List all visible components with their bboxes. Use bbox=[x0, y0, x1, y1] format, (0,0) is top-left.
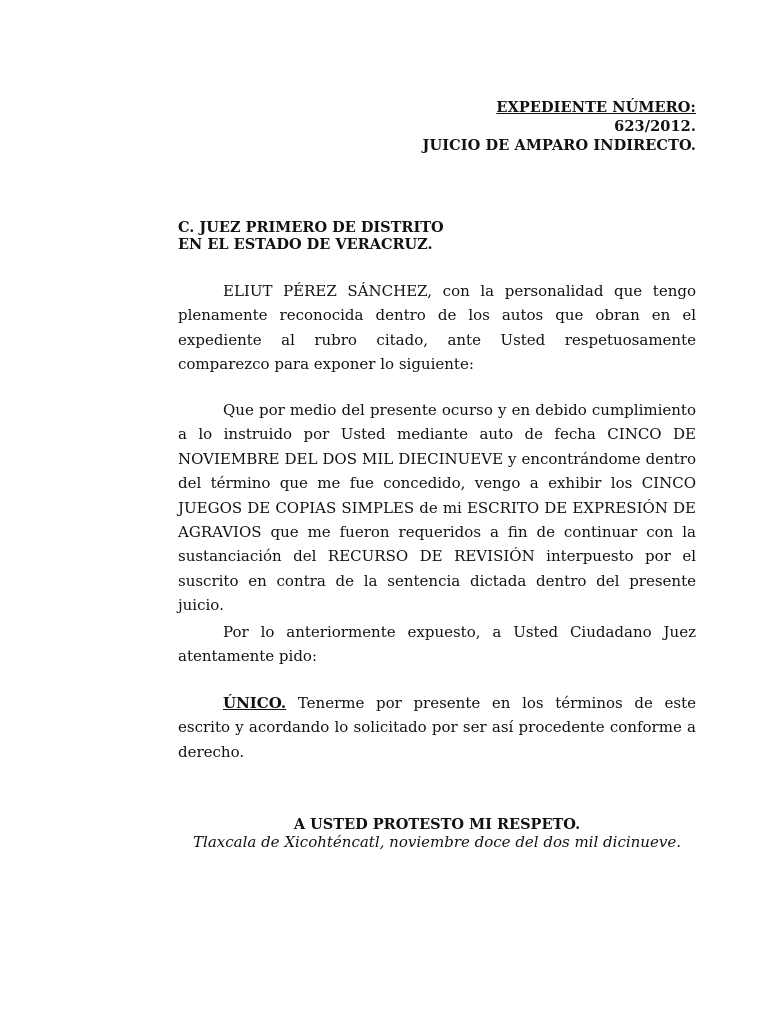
addressee-line-1: C. JUEZ PRIMERO DE DISTRITO bbox=[178, 219, 444, 236]
juicio-type: JUICIO DE AMPARO INDIRECTO. bbox=[422, 137, 696, 154]
paragraph-request: Por lo anteriormente expuesto, a Usted Ciudadano Juez atentamente pido: bbox=[178, 623, 696, 666]
addressee-line-2: EN EL ESTADO DE VERACRUZ. bbox=[178, 236, 433, 253]
paragraph-exhibit: Que por medio del presente ocurso y en debido cumplimiento a lo instruido por Usted mediante auto de fecha CINCO DE NOVIEMBRE DEL DOS MIL DIECINUEVE y encontrándome dentro del término que me fue concedido, vengo a exhibir los CINCO JUEGOS DE COPIAS SIMPLES de mi ESCRITO DE EXPRESIÓN DE AGRAVIOS que me fueron requeridos a fin de continuar con la sustanciación del RECURSO DE REVISIÓN interpuesto por el suscrito en contra de la sentencia dictada dentro del presente juicio. bbox=[178, 401, 696, 615]
protest-line: A USTED PROTESTO MI RESPETO. bbox=[293, 816, 581, 833]
place-date-line: Tlaxcala de Xicohténcatl, noviembre doce del dos mil dicinueve. bbox=[193, 833, 681, 851]
case-header bbox=[423, 98, 696, 155]
petition-text: Tenerme por presente en los términos de este escrito y acordando lo solicitado por ser así procedente conforme a derecho. bbox=[178, 694, 696, 761]
addressee-block bbox=[178, 219, 444, 253]
closing-block bbox=[178, 816, 696, 852]
expediente-label: EXPEDIENTE NÚMERO: bbox=[496, 99, 696, 116]
expediente-number: 623/2012. bbox=[614, 118, 696, 135]
petition-label: ÚNICO. bbox=[223, 694, 287, 712]
paragraph-introduction: ELIUT PÉREZ SÁNCHEZ, con la personalidad que tengo plenamente reconocida dentro de los autos que obran en el expediente al rubro citado, ante Usted respetuosamente comparezco para exponer lo siguiente: bbox=[178, 282, 696, 374]
paragraph-petition bbox=[178, 691, 696, 764]
